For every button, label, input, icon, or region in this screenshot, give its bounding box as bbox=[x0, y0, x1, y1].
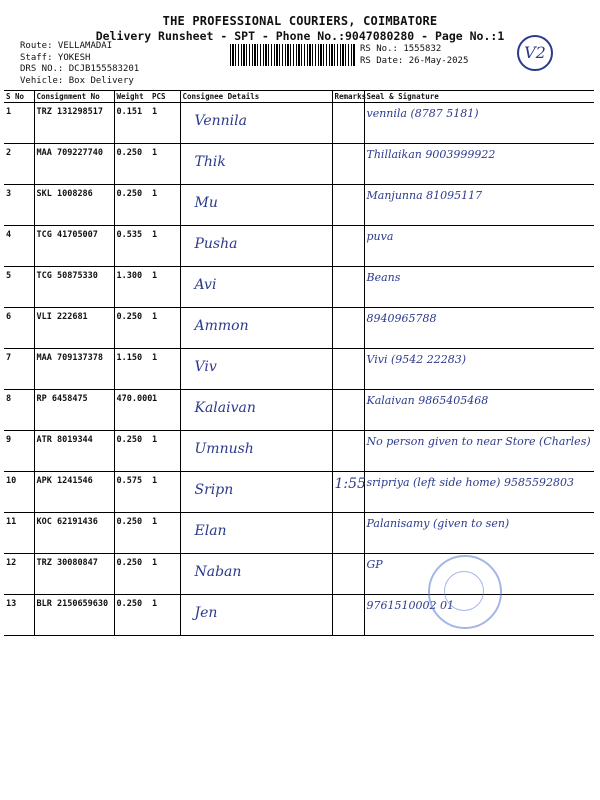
col-remarks: Remarks bbox=[332, 91, 364, 103]
meta-left bbox=[20, 41, 139, 87]
rs-no-text: RS No.: 1555832 bbox=[360, 44, 442, 54]
cell-sno: 7 bbox=[4, 349, 34, 390]
cell-consignee bbox=[180, 144, 332, 185]
cell-sno: 3 bbox=[4, 185, 34, 226]
cell-consignee-handwriting: Elan bbox=[194, 523, 227, 539]
cell-consignment: ATR 8019344 bbox=[34, 431, 114, 472]
col-consignment: Consignment No bbox=[34, 91, 114, 103]
cell-pcs: 1 bbox=[150, 513, 180, 554]
cell-remarks bbox=[332, 390, 364, 431]
cell-sno: 2 bbox=[4, 144, 34, 185]
cell-consignment: KOC 62191436 bbox=[34, 513, 114, 554]
cell-consignment: BLR 2150659630 bbox=[34, 595, 114, 636]
cell-consignee bbox=[180, 226, 332, 267]
cell-remarks bbox=[332, 472, 364, 513]
cell-weight: 470.000 bbox=[114, 390, 150, 431]
col-consignee: Consignee Details bbox=[180, 91, 332, 103]
cell-consignee bbox=[180, 308, 332, 349]
cell-sno: 1 bbox=[4, 103, 34, 144]
cell-sno: 13 bbox=[4, 595, 34, 636]
cell-remarks bbox=[332, 554, 364, 595]
cell-seal bbox=[364, 103, 594, 144]
cell-consignee bbox=[180, 431, 332, 472]
cell-consignment: MAA 709227740 bbox=[34, 144, 114, 185]
cell-sno: 5 bbox=[4, 267, 34, 308]
cell-weight: 0.250 bbox=[114, 554, 150, 595]
cell-consignment: RP 6458475 bbox=[34, 390, 114, 431]
circled-number: V2 bbox=[517, 35, 553, 71]
cell-weight: 1.150 bbox=[114, 349, 150, 390]
cell-remarks bbox=[332, 431, 364, 472]
cell-pcs: 1 bbox=[150, 267, 180, 308]
table-row bbox=[4, 185, 594, 226]
cell-seal bbox=[364, 144, 594, 185]
cell-seal-handwriting: Manjunna 81095117 bbox=[366, 189, 483, 202]
col-sno: S No bbox=[4, 91, 34, 103]
vehicle-text: Vehicle: Box Delivery bbox=[20, 75, 134, 86]
cell-seal bbox=[364, 513, 594, 554]
cell-consignee bbox=[180, 595, 332, 636]
barcode bbox=[230, 44, 356, 66]
staff-text: Staff: YOKESH bbox=[20, 52, 91, 63]
cell-remarks bbox=[332, 267, 364, 308]
runsheet-table bbox=[4, 90, 594, 636]
cell-seal-handwriting: 8940965788 bbox=[366, 312, 437, 325]
cell-weight: 0.535 bbox=[114, 226, 150, 267]
cell-weight: 0.250 bbox=[114, 308, 150, 349]
cell-consignee-handwriting: Jen bbox=[194, 605, 218, 621]
cell-consignment: TRZ 131298517 bbox=[34, 103, 114, 144]
cell-consignee-handwriting: Kalaivan bbox=[194, 400, 256, 416]
table-row bbox=[4, 144, 594, 185]
page-subtitle: Delivery Runsheet - SPT - Phone No.:9047080280 - Page No.:1 bbox=[95, 29, 505, 43]
cell-consignee-handwriting: Sripn bbox=[194, 482, 234, 498]
cell-seal-handwriting: 9761510002 01 bbox=[366, 599, 454, 612]
cell-consignee bbox=[180, 513, 332, 554]
cell-weight: 0.250 bbox=[114, 144, 150, 185]
cell-weight: 0.575 bbox=[114, 472, 150, 513]
cell-consignment: MAA 709137378 bbox=[34, 349, 114, 390]
cell-consignee-handwriting: Ammon bbox=[194, 318, 249, 334]
cell-seal-handwriting: vennila (8787 5181) bbox=[366, 107, 479, 120]
cell-pcs: 1 bbox=[150, 144, 180, 185]
cell-pcs: 1 bbox=[150, 390, 180, 431]
cell-seal-handwriting: Thillaikan 9003999922 bbox=[366, 148, 496, 161]
cell-sno: 8 bbox=[4, 390, 34, 431]
cell-pcs: 1 bbox=[150, 226, 180, 267]
cell-remarks bbox=[332, 595, 364, 636]
cell-consignment: APK 1241546 bbox=[34, 472, 114, 513]
cell-remarks-handwriting: 1:55 bbox=[334, 476, 366, 492]
cell-pcs: 1 bbox=[150, 431, 180, 472]
cell-remarks bbox=[332, 103, 364, 144]
cell-seal-handwriting: sripriya (left side home) 9585592803 bbox=[366, 476, 574, 489]
table-row bbox=[4, 513, 594, 554]
cell-consignment: SKL 1008286 bbox=[34, 185, 114, 226]
cell-sno: 4 bbox=[4, 226, 34, 267]
cell-seal bbox=[364, 185, 594, 226]
page-title: THE PROFESSIONAL COURIERS, COIMBATORE bbox=[162, 14, 438, 28]
meta-right bbox=[360, 43, 468, 67]
cell-remarks bbox=[332, 185, 364, 226]
cell-consignee-handwriting: Thik bbox=[194, 154, 226, 170]
cell-seal-handwriting: Palanisamy (given to sen) bbox=[366, 517, 510, 530]
cell-remarks bbox=[332, 308, 364, 349]
cell-seal-handwriting: puva bbox=[366, 230, 394, 243]
cell-seal-handwriting: Kalaivan 9865405468 bbox=[366, 394, 489, 407]
cell-consignee-handwriting: Mu bbox=[194, 195, 218, 211]
cell-remarks bbox=[332, 513, 364, 554]
cell-pcs: 1 bbox=[150, 103, 180, 144]
table-header-row bbox=[4, 91, 594, 103]
table-row bbox=[4, 308, 594, 349]
cell-sno: 11 bbox=[4, 513, 34, 554]
table-row bbox=[4, 349, 594, 390]
cell-pcs: 1 bbox=[150, 185, 180, 226]
cell-consignee-handwriting: Pusha bbox=[194, 236, 238, 252]
cell-consignee-handwriting: Viv bbox=[194, 359, 217, 375]
cell-pcs: 1 bbox=[150, 595, 180, 636]
cell-seal bbox=[364, 349, 594, 390]
cell-seal bbox=[364, 390, 594, 431]
cell-sno: 6 bbox=[4, 308, 34, 349]
table-row bbox=[4, 226, 594, 267]
cell-seal bbox=[364, 472, 594, 513]
cell-weight: 0.250 bbox=[114, 513, 150, 554]
cell-seal bbox=[364, 308, 594, 349]
drs-text: DRS NO.: DCJB155583201 bbox=[20, 64, 140, 74]
cell-consignee-handwriting: Naban bbox=[194, 564, 242, 580]
cell-weight: 1.300 bbox=[114, 267, 150, 308]
cell-weight: 0.250 bbox=[114, 431, 150, 472]
cell-consignee bbox=[180, 554, 332, 595]
table-row bbox=[4, 431, 594, 472]
cell-seal bbox=[364, 431, 594, 472]
cell-seal-handwriting: Beans bbox=[366, 271, 401, 284]
cell-consignee bbox=[180, 472, 332, 513]
cell-sno: 9 bbox=[4, 431, 34, 472]
table-row bbox=[4, 595, 594, 636]
table-row bbox=[4, 267, 594, 308]
cell-consignee-handwriting: Umnush bbox=[194, 441, 254, 457]
cell-pcs: 1 bbox=[150, 472, 180, 513]
cell-seal-handwriting: Vivi (9542 22283) bbox=[366, 353, 467, 366]
cell-consignee-handwriting: Avi bbox=[194, 277, 217, 293]
cell-consignee bbox=[180, 349, 332, 390]
cell-consignment: TCG 50875330 bbox=[34, 267, 114, 308]
cell-consignment: VLI 222681 bbox=[34, 308, 114, 349]
cell-seal-handwriting: No person given to near Store (Charles) bbox=[366, 435, 591, 448]
cell-consignee bbox=[180, 390, 332, 431]
cell-consignee bbox=[180, 185, 332, 226]
table-row bbox=[4, 103, 594, 144]
cell-seal bbox=[364, 267, 594, 308]
cell-consignment: TCG 41705007 bbox=[34, 226, 114, 267]
courier-stamp bbox=[428, 555, 502, 629]
cell-weight: 0.151 bbox=[114, 103, 150, 144]
cell-consignee-handwriting: Vennila bbox=[194, 113, 247, 129]
cell-pcs: 1 bbox=[150, 308, 180, 349]
cell-remarks bbox=[332, 349, 364, 390]
rs-date-text: RS Date: 26-May-2025 bbox=[360, 56, 469, 66]
col-seal: Seal & Signature bbox=[364, 91, 594, 103]
col-pcs: PCS bbox=[150, 91, 180, 103]
cell-pcs: 1 bbox=[150, 349, 180, 390]
table-row bbox=[4, 554, 594, 595]
cell-remarks bbox=[332, 144, 364, 185]
cell-seal bbox=[364, 226, 594, 267]
route-text: Route: VELLAMADAI bbox=[20, 41, 113, 51]
table-row bbox=[4, 472, 594, 513]
cell-consignee bbox=[180, 103, 332, 144]
cell-consignment: TRZ 30080847 bbox=[34, 554, 114, 595]
cell-remarks bbox=[332, 226, 364, 267]
cell-weight: 0.250 bbox=[114, 185, 150, 226]
cell-seal-handwriting: GP bbox=[366, 558, 383, 571]
cell-weight: 0.250 bbox=[114, 595, 150, 636]
cell-sno: 10 bbox=[4, 472, 34, 513]
col-weight: Weight bbox=[114, 91, 150, 103]
cell-sno: 12 bbox=[4, 554, 34, 595]
cell-pcs: 1 bbox=[150, 554, 180, 595]
cell-consignee bbox=[180, 267, 332, 308]
table-row bbox=[4, 390, 594, 431]
